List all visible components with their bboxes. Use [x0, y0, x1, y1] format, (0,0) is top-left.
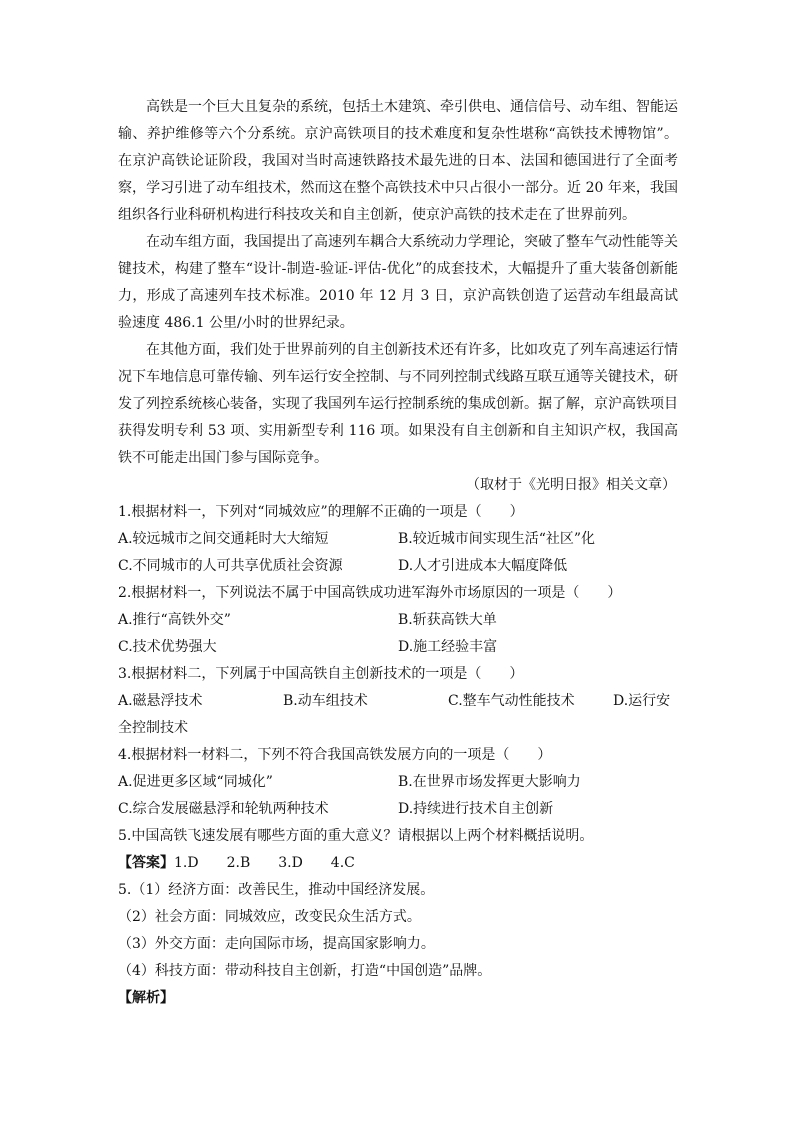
option-a: A.较远城市之间交通耗时大大缩短: [118, 531, 329, 547]
question-3-stem: 3.根据材料二，下列属于中国高铁自主创新技术的一项是（ ）: [118, 666, 524, 682]
document-page: [118, 94, 678, 1012]
option-a: A.推行“高铁外交”: [118, 612, 231, 628]
option-b: B.斩获高铁大单: [398, 612, 497, 628]
option-c: C.技术优势强大: [118, 639, 217, 655]
option-b: B.较近城市间实现生活“社区”化: [398, 531, 596, 547]
material-paragraph-3: 在其他方面，我们处于世界前列的自主创新技术还有许多，比如攻克了列车高速运行情况下车地信息可靠传输、列车运行安全控制、与不同列控制式线路互联互通等关键技术，研发了列控系统核心装备，实现了我国列车运行控制系统的集成创新。据了解，京沪高铁项目获得发明专利 53 项、实用新型专利 116 项。如果没有自主创新和自主知识产权，我国高铁不可能走出国门参与国际竞争。: [118, 342, 678, 466]
answer-label: 【答案】: [118, 855, 174, 871]
answer-choices: 1.D 2.B 3.D 4.C: [174, 855, 355, 871]
option-b: B.动车组技术: [283, 693, 368, 709]
answer-item-4: （4）科技方面：带动科技自主创新，打造“中国创造”品牌。: [118, 963, 492, 979]
answer-item-1: 5.（1）经济方面：改善民生，推动中国经济发展。: [118, 882, 435, 898]
question-2-stem: 2.根据材料一，下列说法不属于中国高铁成功进军海外市场原因的一项是（ ）: [118, 585, 622, 601]
option-c: C.不同城市的人可共享优质社会资源: [118, 558, 343, 574]
option-d: D.持续进行技术自主创新: [398, 801, 554, 817]
question-3-options: [118, 688, 678, 715]
option-c: C.综合发展磁悬浮和轮轨两种技术: [118, 801, 329, 817]
question-1-options: [118, 526, 678, 580]
option-b: B.在世界市场发挥更大影响力: [398, 774, 581, 790]
question-5-stem: 5.中国高铁飞速发展有哪些方面的重大意义？请根据以上两个材料概括说明。: [118, 828, 594, 844]
option-d: D.运行安: [613, 693, 671, 709]
option-d: D.施工经验丰富: [398, 639, 498, 655]
question-4-options: [118, 769, 678, 823]
material-paragraph-2: 在动车组方面，我国提出了高速列车耦合大系统动力学理论，突破了整车气动性能等关键技术，构建了整车“设计-制造-验证-评估-优化”的成套技术，大幅提升了重大装备创新能力，形成了高速列车技术标准。2010 年 12 月 3 日，京沪高铁创造了运营动车组最高试验速度 486.1 公里/小时的世界纪录。: [118, 234, 678, 331]
option-a: A.磁悬浮技术: [118, 693, 203, 709]
material-paragraph-1: 高铁是一个巨大且复杂的系统，包括土木建筑、牵引供电、通信信号、动车组、智能运输、养护维修等六个分系统。京沪高铁项目的技术难度和复杂性堪称“高铁技术博物馆”。在京沪高铁论证阶段，我国对当时高速铁路技术最先进的日本、法国和德国进行了全面考察，学习引进了动车组技术，然而这在整个高铁技术中只占很小一部分。近 20 年来，我国组织各行业科研机构进行科技攻关和自主创新，使京沪高铁的技术走在了世界前列。: [118, 99, 678, 223]
option-a: A.促进更多区域“同城化”: [118, 774, 273, 790]
question-3-option-d-continued: 全控制技术: [118, 720, 188, 736]
question-1-stem: 1.根据材料一，下列对“同城效应”的理解不正确的一项是（ ）: [118, 504, 524, 520]
question-2-options: [118, 607, 678, 661]
analysis-label: 【解析】: [118, 990, 174, 1006]
answer-line: [118, 850, 678, 877]
option-c: C.整车气动性能技术: [448, 693, 575, 709]
source-citation: （取材于《光明日报》相关文章）: [466, 477, 676, 493]
option-d: D.人才引进成本大幅度降低: [398, 558, 568, 574]
question-4-stem: 4.根据材料一材料二，下列不符合我国高铁发展方向的一项是（ ）: [118, 747, 552, 763]
answer-item-2: （2）社会方面：同城效应，改变民众生活方式。: [118, 909, 421, 925]
answer-item-3: （3）外交方面：走向国际市场，提高国家影响力。: [118, 936, 435, 952]
